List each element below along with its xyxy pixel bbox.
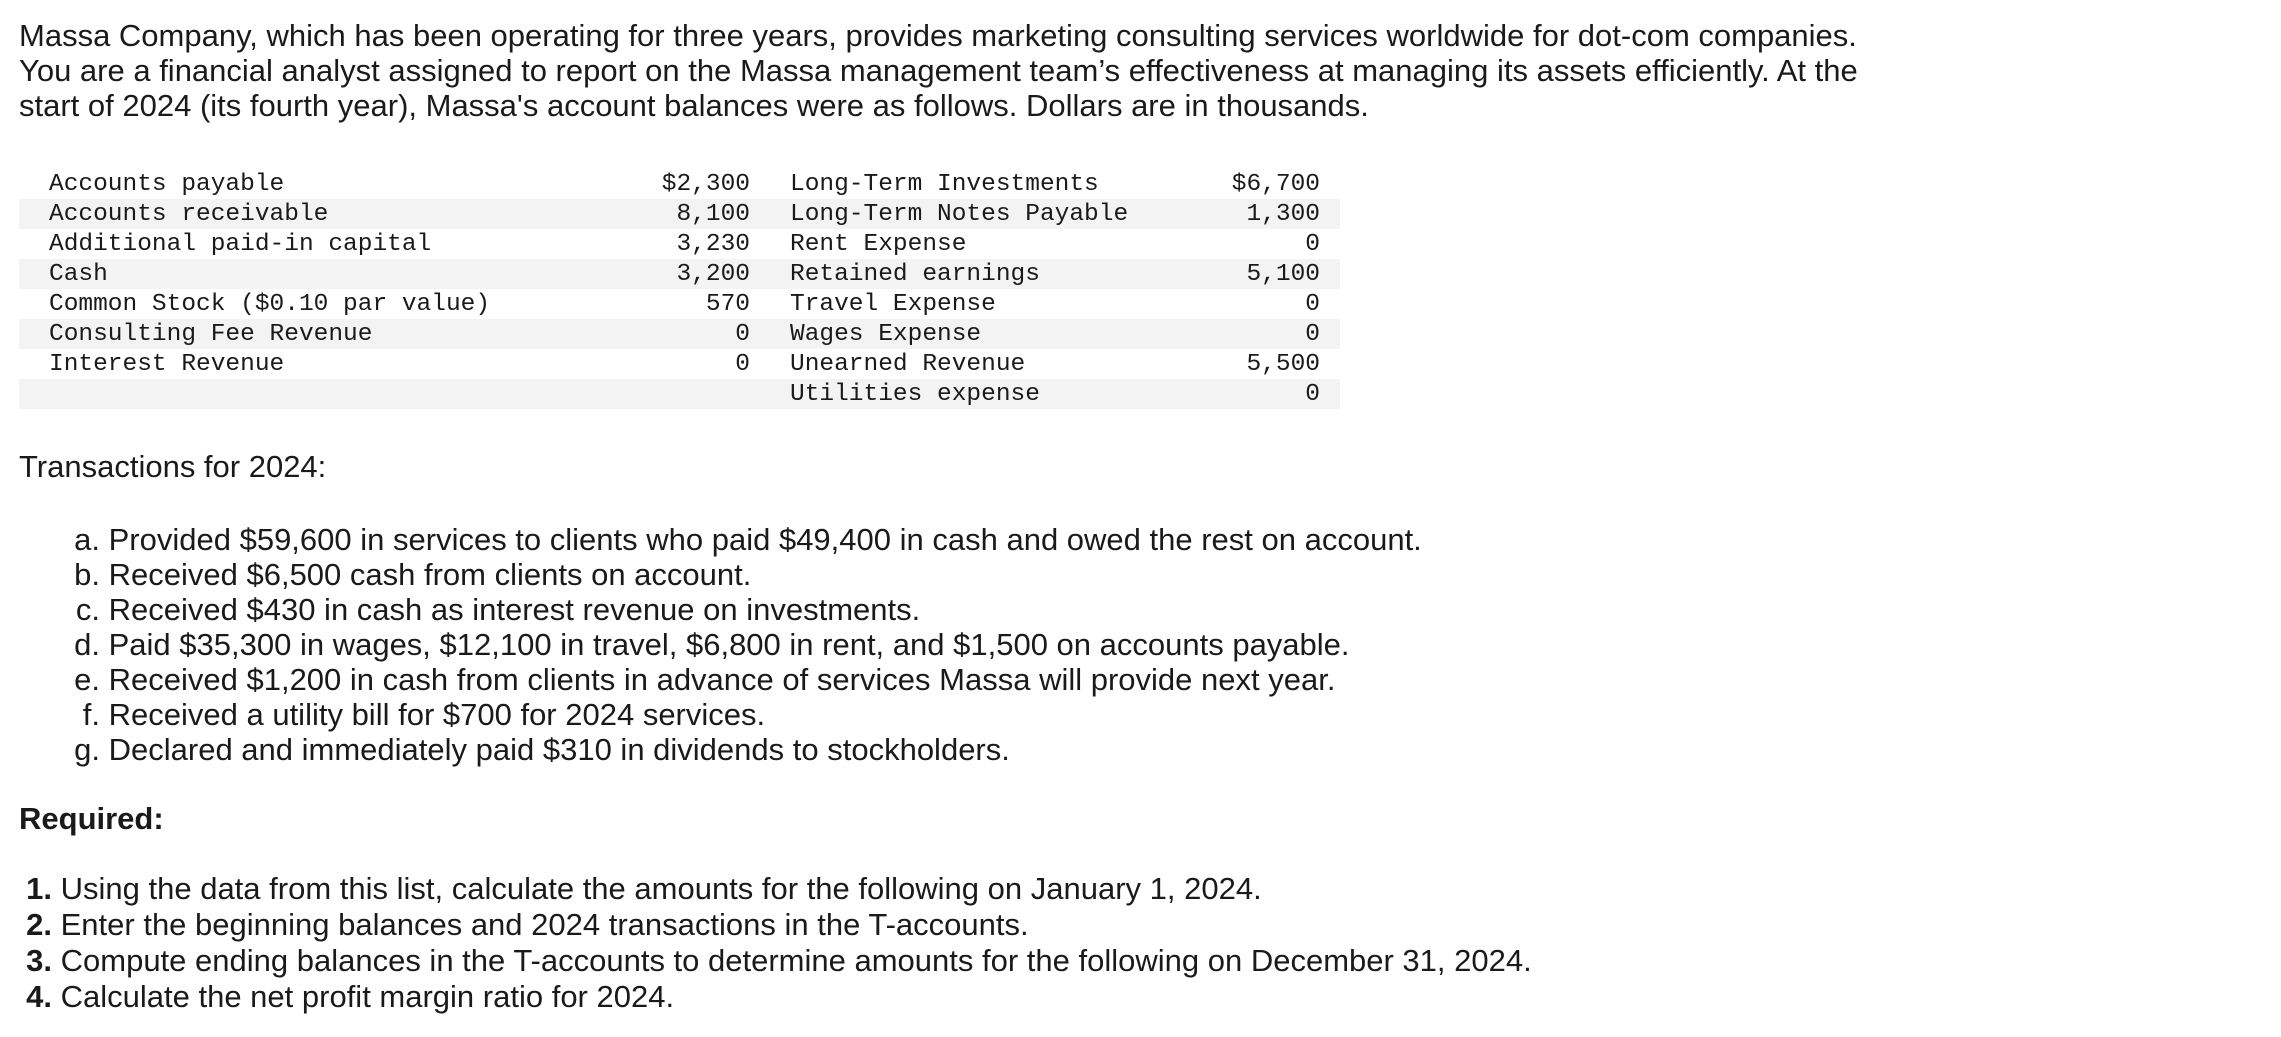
account-balance: 3,230 bbox=[676, 230, 750, 258]
list-item bbox=[0, 662, 1422, 697]
account-name: Accounts payable bbox=[49, 170, 285, 198]
item-number: 4. bbox=[26, 979, 52, 1014]
account-balance: 0 bbox=[735, 350, 750, 378]
table-row bbox=[19, 259, 1340, 289]
account-name: Retained earnings bbox=[790, 259, 1210, 289]
intro-line: Massa Company, which has been operating for three years, provides marketing consulting services worldwide for dot-com companies. bbox=[19, 18, 1857, 53]
account-balance: 3,200 bbox=[639, 259, 750, 289]
account-name: Rent Expense bbox=[790, 230, 967, 258]
item-text: Provided $59,600 in services to clients who paid $49,400 in cash and owed the rest on account. bbox=[108, 522, 1422, 557]
account-name: Wages Expense bbox=[790, 319, 1210, 349]
list-item bbox=[0, 871, 1532, 907]
account-balances-table bbox=[19, 169, 1340, 409]
account-name bbox=[19, 379, 639, 409]
list-item bbox=[0, 732, 1422, 767]
item-marker: c. bbox=[75, 592, 100, 627]
item-text: Enter the beginning balances and 2024 transactions in the T-accounts. bbox=[60, 907, 1029, 942]
account-name: Long-Term Investments bbox=[790, 170, 1099, 198]
account-name: Cash bbox=[19, 259, 639, 289]
table-row bbox=[19, 289, 1340, 319]
account-balance: $6,700 bbox=[1231, 170, 1320, 198]
account-name: Consulting Fee Revenue bbox=[19, 319, 639, 349]
account-name: Travel Expense bbox=[790, 290, 996, 318]
list-item bbox=[0, 557, 1422, 592]
item-text: Calculate the net profit margin ratio for 2024. bbox=[60, 979, 675, 1014]
intro-line: You are a financial analyst assigned to report on the Massa management team’s effectiveness at managing its assets efficiently. At the bbox=[19, 53, 1858, 88]
item-number: 3. bbox=[26, 943, 52, 978]
item-text: Declared and immediately paid $310 in dividends to stockholders. bbox=[108, 732, 1010, 767]
account-name: Additional paid-in capital bbox=[49, 230, 432, 258]
item-text: Paid $35,300 in wages, $12,100 in travel, $6,800 in rent, and $1,500 on accounts payable. bbox=[108, 627, 1350, 662]
account-balance: 5,100 bbox=[1210, 259, 1340, 289]
table-row bbox=[19, 169, 1340, 199]
list-item bbox=[0, 907, 1532, 943]
item-number: 1. bbox=[26, 871, 52, 906]
list-item bbox=[0, 522, 1422, 557]
account-balance: 570 bbox=[705, 290, 750, 318]
account-balance bbox=[639, 379, 750, 409]
table-row bbox=[19, 229, 1340, 259]
intro-paragraph bbox=[19, 18, 1959, 123]
list-item bbox=[0, 627, 1422, 662]
item-text: Received $430 in cash as interest revenue on investments. bbox=[108, 592, 921, 627]
list-item bbox=[0, 943, 1532, 979]
requirements-list bbox=[0, 871, 1532, 1015]
item-text: Compute ending balances in the T-accounts to determine amounts for the following on December 31, 2024. bbox=[60, 943, 1532, 978]
required-label: Required: bbox=[19, 801, 164, 836]
item-marker: d. bbox=[74, 627, 100, 662]
account-balance: 1,300 bbox=[1210, 199, 1340, 229]
account-balance: 0 bbox=[1305, 230, 1320, 258]
intro-line: start of 2024 (its fourth year), Massa's account balances were as follows. Dollars are in thousands. bbox=[19, 88, 1369, 123]
account-name: Common Stock ($0.10 par value) bbox=[49, 290, 491, 318]
account-balance: 0 bbox=[639, 319, 750, 349]
table-row bbox=[19, 319, 1340, 349]
item-marker: e. bbox=[74, 662, 100, 697]
item-text: Received $6,500 cash from clients on account. bbox=[108, 557, 752, 592]
item-text: Received $1,200 in cash from clients in advance of services Massa will provide next year. bbox=[108, 662, 1336, 697]
account-name: Long-Term Notes Payable bbox=[790, 199, 1210, 229]
transactions-list bbox=[0, 522, 1422, 767]
item-text: Received a utility bill for $700 for 2024 services. bbox=[108, 697, 766, 732]
list-item bbox=[0, 592, 1422, 627]
item-number: 2. bbox=[26, 907, 52, 942]
account-balance: $2,300 bbox=[661, 170, 750, 198]
account-name: Unearned Revenue bbox=[790, 350, 1026, 378]
item-text: Using the data from this list, calculate the amounts for the following on January 1, 2024. bbox=[60, 871, 1262, 906]
item-marker: g. bbox=[74, 732, 100, 767]
item-marker: a. bbox=[74, 522, 100, 557]
account-balance: 8,100 bbox=[639, 199, 750, 229]
table-row bbox=[19, 199, 1340, 229]
account-name: Accounts receivable bbox=[19, 199, 639, 229]
list-item bbox=[0, 697, 1422, 732]
account-balance: 0 bbox=[1210, 379, 1340, 409]
item-marker: b. bbox=[74, 557, 100, 592]
account-balance: 5,500 bbox=[1246, 350, 1320, 378]
account-balance: 0 bbox=[1305, 290, 1320, 318]
transactions-heading: Transactions for 2024: bbox=[19, 449, 327, 484]
list-item bbox=[0, 979, 1532, 1015]
account-name: Interest Revenue bbox=[49, 350, 285, 378]
account-balance: 0 bbox=[1210, 319, 1340, 349]
table-row bbox=[19, 349, 1340, 379]
item-marker: f. bbox=[82, 697, 100, 732]
account-name: Utilities expense bbox=[790, 379, 1210, 409]
table-row bbox=[19, 379, 1340, 409]
